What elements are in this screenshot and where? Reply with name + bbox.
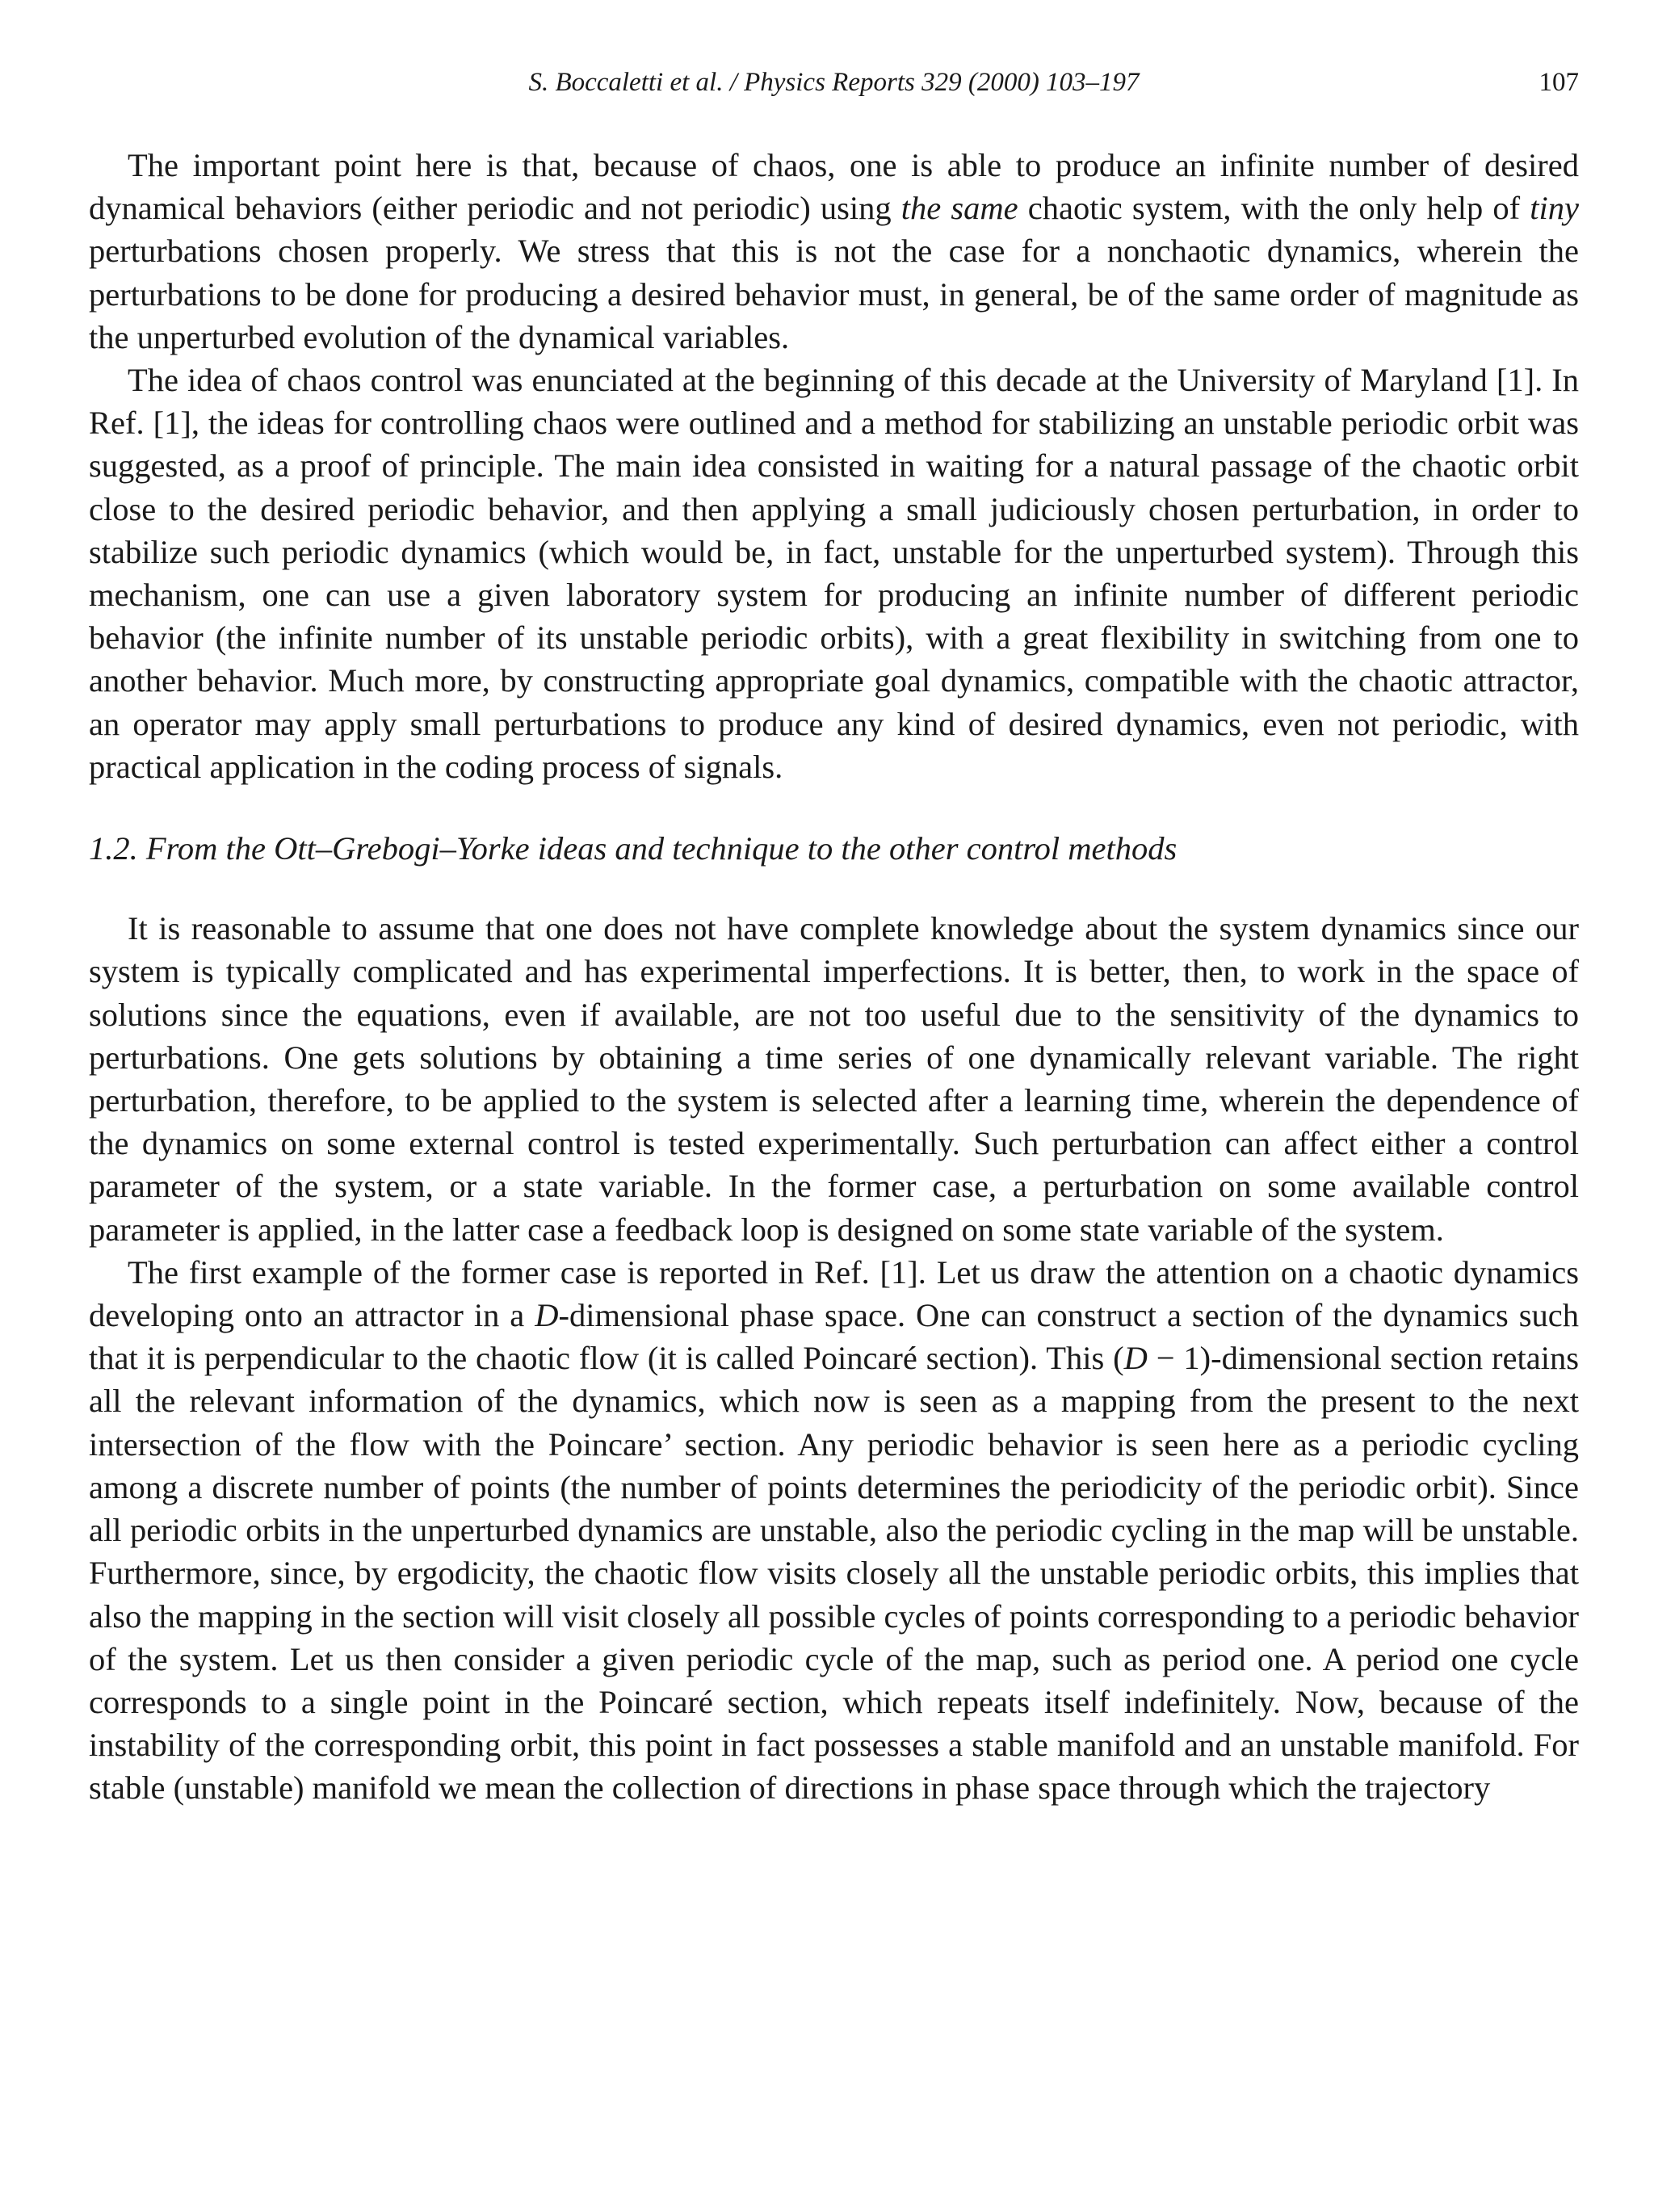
page (89, 57, 1579, 1810)
body-text (89, 144, 1579, 1810)
math-D: D (535, 1297, 559, 1334)
section-heading: 1.2. From the Ott–Grebogi–Yorke ideas and technique to the other control methods (89, 830, 1178, 867)
emphasis-the-same: the same (900, 190, 1018, 227)
paragraph-4: The first example of the former case is reported in Ref. [1]. Let us draw the attention on a chaotic dynamics developing onto an attractor in a D-dimensional phase space. One can construct a section of the dynamics such that it is perpendicular to the chaotic flow (it is called Poincaré section). This (D − 1)-dimensional section retains all the relevant information of the dynamics, which now is seen as a mapping from the present to the next intersection of the flow with the Poincare’ section. Any periodic behavior is seen here as a periodic cycling among a discrete number of points (the number of points determines the periodicity of the periodic orbit). Since all periodic orbits in the unperturbed dynamics are unstable, also the periodic cycling in the map will be unstable. Furthermore, since, by ergodicity, the chaotic flow visits closely all the unstable periodic orbits, this implies that also the mapping in the section will visit closely all possible cycles of points corresponding to a periodic behavior of the system. Let us then consider a given periodic cycle of the map, such as period one. A period one cycle corresponds to a single point in the Poincaré section, which repeats itself indefinitely. Now, because of the instability of the corresponding orbit, this point in fact possesses a stable manifold and an unstable manifold. For stable (unstable) manifold we mean the collection of directions in phase space through which the trajectory (89, 1253, 1579, 1807)
paragraph-3: It is reasonable to assume that one does not have complete knowledge about the system dynamics since our system is typically complicated and has experimental imperfections. It is better, then, to work in the space of solutions since the equations, even if available, are not too useful due to the sensitivity of the dynamics to perturbations. One gets solutions by obtaining a time series of one dynamically relevant variable. The right perturbation, therefore, to be applied to the system is selected after a learning time, wherein the dependence of the dynamics on some external control is tested experimentally. Such perturbation can affect either a control parameter of the system, or a state variable. In the former case, a perturbation on some available control parameter is applied, in the latter case a feedback loop is designed on some state variable of the system. (89, 910, 1579, 1248)
running-head: S. Boccaletti et al. / Physics Reports 329 (2000) 103–197 (528, 68, 1140, 97)
page-number: 107 (1539, 68, 1579, 97)
paragraph-2: The idea of chaos control was enunciated at the beginning of this decade at the University of Maryland [1]. In Ref. [1], the ideas for controlling chaos were outlined and a method for stabilizing an unstable periodic orbit was suggested, as a proof of principle. The main idea consisted in waiting for a natural passage of the chaotic orbit close to the desired periodic behavior, and then applying a small judiciously chosen perturbation, in order to stabilize such periodic dynamics (which would be, in fact, unstable for the unperturbed system). Through this mechanism, one can use a given laboratory system for producing an infinite number of different periodic behavior (the infinite number of its unstable periodic orbits), with a great flexibility in switching from one to another behavior. Much more, by constructing appropriate goal dynamics, compatible with the chaotic attractor, an operator may apply small perturbations to produce any kind of desired dynamics, even not periodic, with practical application in the coding process of signals. (89, 362, 1579, 785)
emphasis-tiny: tiny (1530, 190, 1579, 227)
math-D: D (1123, 1340, 1148, 1377)
page-header (89, 57, 1579, 108)
paragraph-1: The important point here is that, because of chaos, one is able to produce an infinite number of desired dynamical behaviors (either periodic and not periodic) using the same chaotic system, with the only help of tiny perturbations chosen properly. We stress that this is not the case for a nonchaotic dynamics, wherein the perturbations to be done for producing a desired behavior must, in general, be of the same order of magnitude as the unperturbed evolution of the dynamical variables. (89, 147, 1579, 355)
